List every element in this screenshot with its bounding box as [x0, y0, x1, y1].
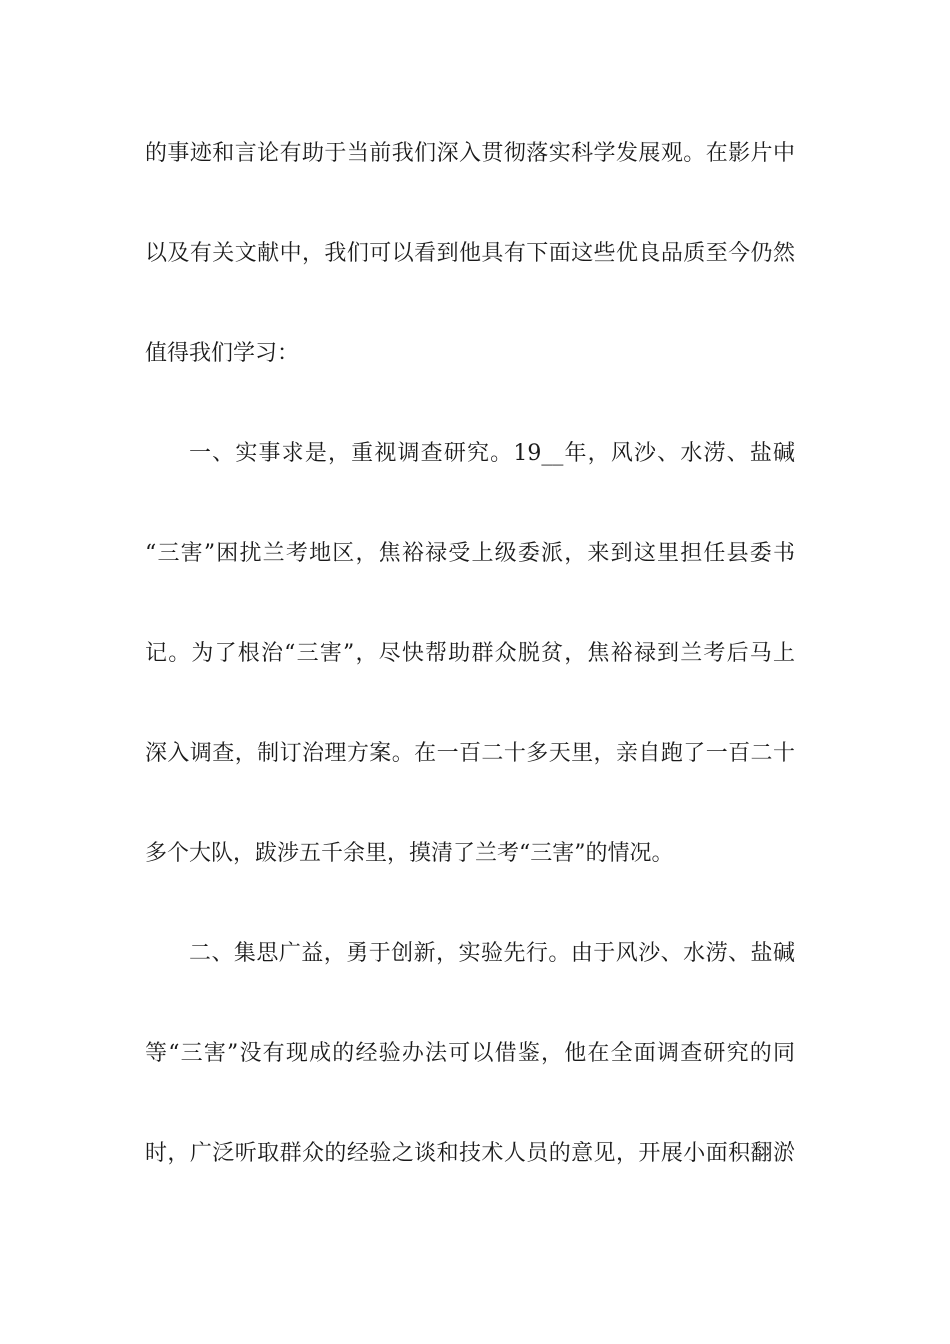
paragraph-line: “三害”困扰兰考地区，焦裕禄受上级委派，来到这里担任县委书 [145, 541, 795, 566]
paragraph-line: 的事迹和言论有助于当前我们深入贯彻落实科学发展观。在影片中 [145, 141, 795, 166]
paragraph-line: 深入调查，制订治理方案。在一百二十多天里，亲自跑了一百二十 [145, 741, 795, 766]
paragraph-line: 二、集思广益，勇于创新，实验先行。由于风沙、水涝、盐碱 [189, 941, 795, 966]
paragraph-line: 以及有关文献中，我们可以看到他具有下面这些优良品质至今仍然 [145, 241, 795, 266]
paragraph-line: 一、实事求是，重视调查研究。19__年，风沙、水涝、盐碱 [189, 441, 795, 466]
body-text [145, 127, 795, 1227]
paragraph-line: 多个大队，跋涉五千余里，摸清了兰考“三害”的情况。 [145, 841, 674, 866]
paragraph-line: 记。为了根治“三害”，尽快帮助群众脱贫，焦裕禄到兰考后马上 [145, 641, 795, 666]
paragraph-line: 时，广泛听取群众的经验之谈和技术人员的意见，开展小面积翻淤 [145, 1141, 795, 1166]
paragraph-line: 值得我们学习： [145, 341, 300, 366]
paragraph-line: 等“三害”没有现成的经验办法可以借鉴，他在全面调查研究的同 [145, 1041, 795, 1066]
